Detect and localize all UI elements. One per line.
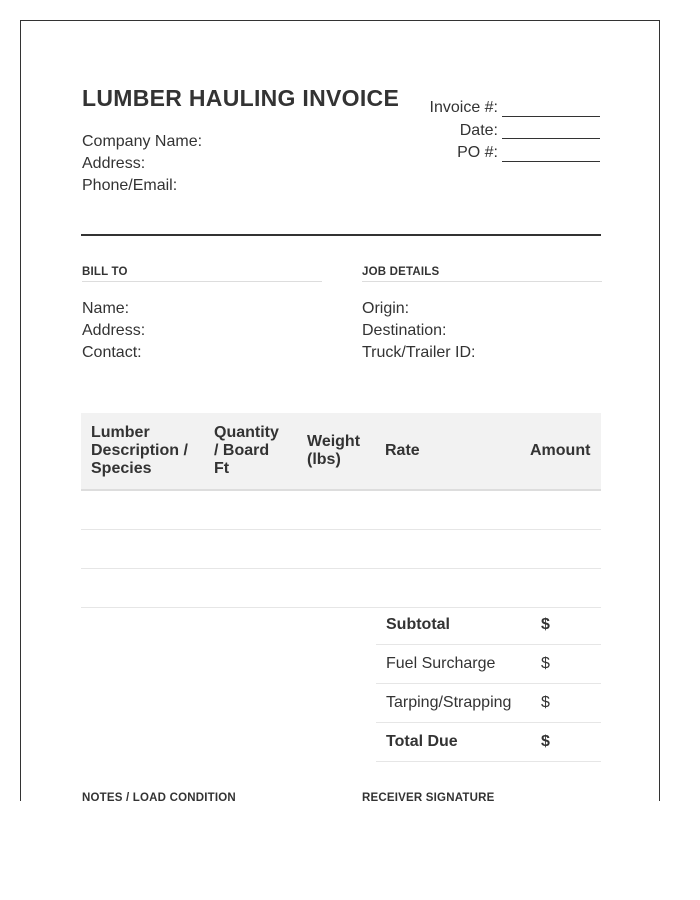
table-cell[interactable] <box>520 490 601 530</box>
job-origin-field: Origin: <box>362 300 410 317</box>
company-phone-email-field: Phone/Email: <box>82 177 178 194</box>
company-name-field: Company Name: <box>82 133 203 150</box>
table-header-row <box>81 413 601 490</box>
po-number-row <box>430 142 600 165</box>
bill-to-name-field: Name: <box>82 300 130 317</box>
table-cell[interactable] <box>204 490 297 530</box>
table-cell[interactable] <box>375 490 520 530</box>
tarping-strapping-row <box>376 684 601 723</box>
fuel-surcharge-row <box>376 645 601 684</box>
table-cell[interactable] <box>204 530 297 569</box>
notes-heading: NOTES / LOAD CONDITION <box>82 792 236 801</box>
job-truck-trailer-field: Truck/Trailer ID: <box>362 344 476 361</box>
header-divider <box>81 234 601 236</box>
table-cell[interactable] <box>81 530 204 569</box>
tarping-strapping-label: Tarping/Strapping <box>376 684 531 723</box>
table-cell[interactable] <box>375 569 520 608</box>
column-header-amount: Amount <box>520 413 601 490</box>
column-header-description: Lumber Description / Species <box>81 413 204 490</box>
bill-to-section <box>82 266 322 364</box>
bill-to-address-field: Address: <box>82 322 146 339</box>
totals-table <box>376 606 601 762</box>
table-cell[interactable] <box>520 530 601 569</box>
company-info <box>82 131 202 197</box>
tarping-strapping-value[interactable]: $ <box>531 684 601 723</box>
table-row <box>81 569 601 608</box>
table-cell[interactable] <box>520 569 601 608</box>
subtotal-row <box>376 606 601 645</box>
table-row <box>81 490 601 530</box>
table-cell[interactable] <box>81 569 204 608</box>
receiver-signature-heading: RECEIVER SIGNATURE <box>362 792 495 801</box>
table-cell[interactable] <box>375 530 520 569</box>
fuel-surcharge-value[interactable]: $ <box>531 645 601 684</box>
line-items-table <box>81 413 601 608</box>
invoice-date-label: Date: <box>459 121 498 139</box>
table-row <box>81 530 601 569</box>
table-cell[interactable] <box>297 530 375 569</box>
bill-to-heading: BILL TO <box>82 266 322 282</box>
invoice-date-blank <box>502 124 600 139</box>
invoice-title: LUMBER HAULING INVOICE <box>82 85 400 111</box>
invoice-date-row <box>430 120 600 143</box>
po-number-label: PO #: <box>457 144 498 161</box>
table-cell[interactable] <box>204 569 297 608</box>
po-number-blank <box>502 147 600 162</box>
invoice-number-blank <box>502 102 600 117</box>
column-header-weight: Weight (lbs) <box>297 413 375 490</box>
job-details-section <box>362 266 602 364</box>
invoice-number-label: Invoice #: <box>429 99 498 116</box>
total-due-value[interactable]: $ <box>531 723 601 762</box>
subtotal-value[interactable]: $ <box>531 606 601 645</box>
invoice-number-row <box>430 97 600 120</box>
invoice-meta <box>430 97 600 165</box>
total-due-label: Total Due <box>376 723 531 762</box>
column-header-rate: Rate <box>375 413 520 490</box>
column-header-quantity: Quantity / Board Ft <box>204 413 297 490</box>
bill-to-contact-field: Contact: <box>82 344 142 361</box>
job-destination-field: Destination: <box>362 322 447 339</box>
subtotal-label: Subtotal <box>376 606 531 645</box>
company-address-field: Address: <box>82 155 146 172</box>
total-due-row <box>376 723 601 762</box>
invoice-page <box>20 20 660 801</box>
fuel-surcharge-label: Fuel Surcharge <box>376 645 531 684</box>
table-cell[interactable] <box>297 490 375 530</box>
job-details-heading: JOB DETAILS <box>362 266 602 282</box>
table-cell[interactable] <box>81 490 204 530</box>
table-cell[interactable] <box>297 569 375 608</box>
